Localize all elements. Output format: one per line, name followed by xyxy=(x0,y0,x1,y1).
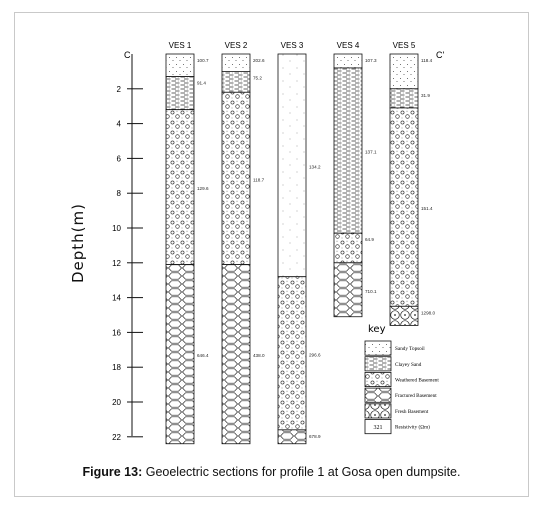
layer-sandy-topsoil xyxy=(166,54,194,77)
resistivity-label: 151.4 xyxy=(421,206,433,212)
legend-swatch xyxy=(365,357,391,371)
depth-tick-label: 14 xyxy=(112,293,121,303)
layer-clayey-sand xyxy=(222,71,250,92)
resistivity-label: 100.7 xyxy=(197,58,209,63)
resistivity-label: 75.2 xyxy=(253,75,262,81)
depth-tick-label: 22 xyxy=(112,432,121,442)
legend-item-clayey-sand xyxy=(365,357,422,371)
layer-clayey-sand xyxy=(166,77,194,110)
legend-item-label: Sandy Topsoil xyxy=(395,346,425,353)
legend-item-resistivity xyxy=(365,420,430,434)
resistivity-label: 296.6 xyxy=(309,352,321,358)
ves-column-label: VES 3 xyxy=(280,41,304,50)
legend-item-label: Resistivity (Ωm) xyxy=(395,424,430,431)
depth-tick-label: 18 xyxy=(112,363,121,373)
layer-sandy-topsoil xyxy=(222,54,250,71)
legend xyxy=(365,324,439,434)
ves-column-label: VES 5 xyxy=(392,41,416,50)
ves-column xyxy=(334,41,377,317)
legend-item-sandy-topsoil xyxy=(365,341,425,355)
depth-axis-origin-label: C xyxy=(124,50,131,60)
legend-swatch xyxy=(365,372,391,386)
resistivity-label: 710.1 xyxy=(365,288,377,294)
figure-caption xyxy=(0,465,543,479)
depth-tick-label: 16 xyxy=(112,328,121,338)
depth-tick-label: 4 xyxy=(116,119,121,129)
layer-fractured-basement xyxy=(334,263,362,317)
resistivity-label: 91.4 xyxy=(197,80,206,86)
layer-weathered-basement xyxy=(166,110,194,265)
depth-tick-label: 12 xyxy=(112,258,121,268)
depth-tick-label: 10 xyxy=(112,224,121,233)
layer-sandy-topsoil xyxy=(390,54,418,89)
layer-sandy-topsoil xyxy=(278,54,306,277)
resistivity-label: 202.6 xyxy=(253,58,265,63)
resistivity-label: 134.2 xyxy=(309,164,321,170)
ves-column-label: VES 2 xyxy=(224,41,248,50)
resistivity-label: 31.9 xyxy=(421,92,430,98)
figure-caption-text: Geoelectric sections for profile 1 at Gosa open dumpsite. xyxy=(142,465,461,479)
layer-fractured-basement xyxy=(222,265,250,444)
depth-tick-label: 20 xyxy=(112,398,121,407)
profile-end-label: C' xyxy=(436,50,445,60)
layer-sandy-topsoil xyxy=(334,54,362,68)
ves-column xyxy=(390,41,435,325)
resistivity-label: 107.3 xyxy=(365,58,377,63)
resistivity-label: 137.1 xyxy=(365,149,377,155)
ves-column-label: VES 1 xyxy=(168,41,192,50)
legend-item-fractured-basement xyxy=(365,388,437,402)
depth-axis-title: Depth(m) xyxy=(69,202,87,284)
legend-swatch xyxy=(365,341,391,355)
depth-tick-label: 6 xyxy=(116,154,121,164)
resistivity-label: 646.4 xyxy=(197,353,209,359)
resistivity-label: 438.0 xyxy=(253,353,265,359)
layer-fractured-basement xyxy=(278,430,306,444)
ves-column xyxy=(166,41,209,444)
layer-fractured-basement xyxy=(166,265,194,444)
ves-column-label: VES 4 xyxy=(336,41,360,50)
resistivity-label: 678.9 xyxy=(309,433,321,439)
legend-item-label: Fresh Basement xyxy=(395,408,429,415)
resistivity-label: 129.6 xyxy=(197,186,209,192)
legend-item-label: Weathered Basement xyxy=(395,377,439,384)
legend-item-label: Fractured Basement xyxy=(395,393,437,400)
legend-item-fresh-basement xyxy=(365,404,429,418)
layer-weathered-basement xyxy=(390,108,418,306)
resistivity-label: 64.9 xyxy=(365,237,374,243)
ves-column xyxy=(278,41,321,444)
depth-tick-label: 2 xyxy=(116,84,121,94)
legend-swatch-value: 321 xyxy=(373,425,383,432)
resistivity-label: 118.7 xyxy=(253,177,265,183)
legend-swatch xyxy=(365,404,391,418)
layer-clayey-sand xyxy=(334,68,362,233)
legend-item-label: Clayey Sand xyxy=(395,361,422,368)
ves-column xyxy=(222,41,265,444)
layer-fresh-basement xyxy=(390,306,418,325)
layer-clayey-sand xyxy=(390,89,418,108)
depth-tick-label: 8 xyxy=(116,189,121,199)
resistivity-label: 1298.0 xyxy=(421,310,436,316)
resistivity-label: 118.4 xyxy=(421,58,433,63)
layer-weathered-basement xyxy=(278,277,306,430)
figure-caption-label: Figure 13: xyxy=(82,465,143,479)
legend-swatch xyxy=(365,388,391,402)
legend-title: key xyxy=(368,324,386,335)
layer-weathered-basement xyxy=(334,233,362,263)
legend-item-weathered-basement xyxy=(365,372,439,386)
layer-weathered-basement xyxy=(222,92,250,264)
